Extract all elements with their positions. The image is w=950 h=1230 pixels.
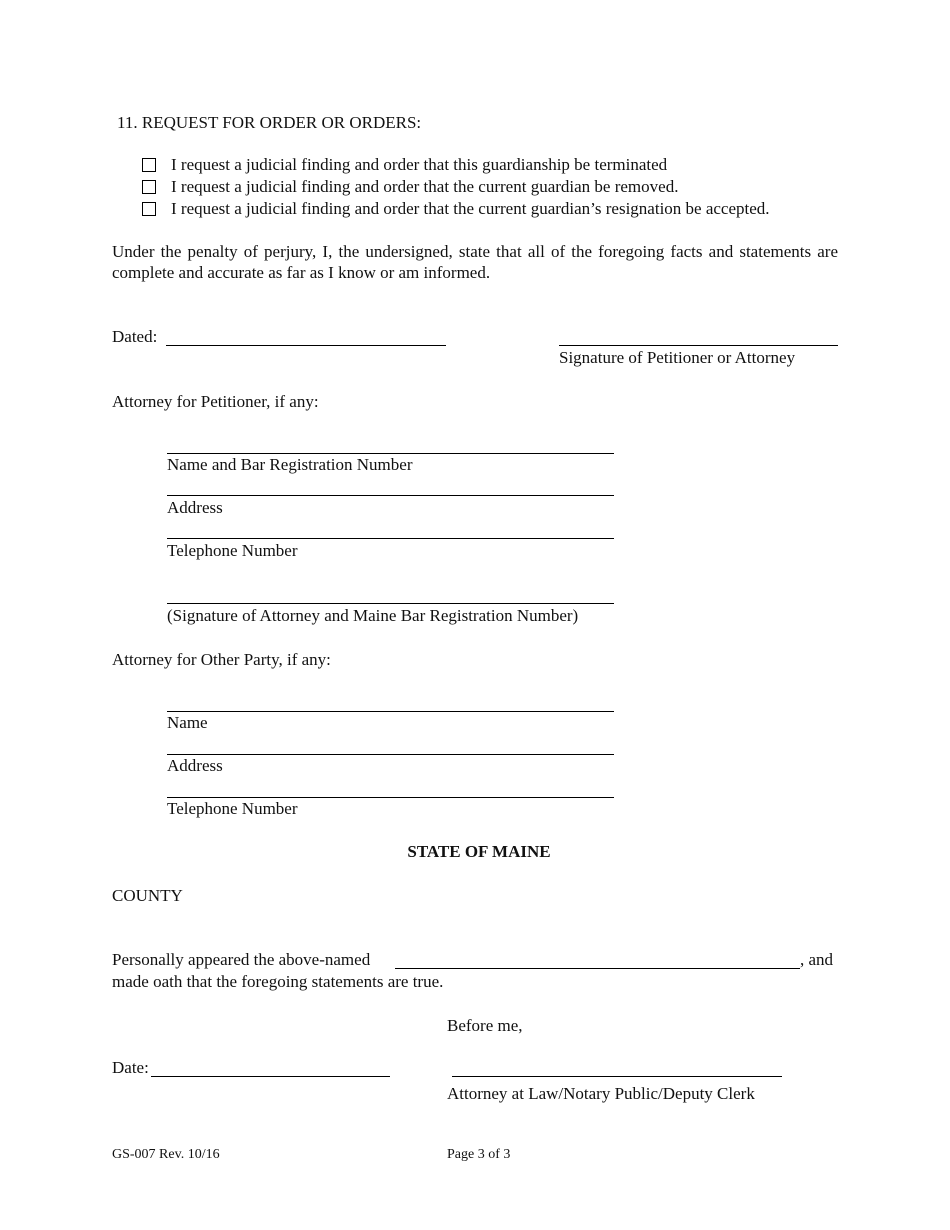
option-remove-label: I request a judicial finding and order that the current guardian be removed. xyxy=(171,177,679,196)
attorney-signature-label: (Signature of Attorney and Maine Bar Registration Number) xyxy=(167,606,579,625)
date-field[interactable] xyxy=(151,1076,390,1077)
terminate-checkbox[interactable] xyxy=(142,158,156,172)
name-bar-label: Name and Bar Registration Number xyxy=(167,455,413,474)
other-address-label: Address xyxy=(167,756,223,775)
other-name-label: Name xyxy=(167,713,208,732)
dated-field[interactable] xyxy=(166,345,446,346)
notary-signature-field[interactable] xyxy=(452,1076,782,1077)
petitioner-attorney-phone-field[interactable] xyxy=(167,538,614,539)
other-attorney-address-field[interactable] xyxy=(167,754,614,755)
oath-prefix: Personally appeared the above-named xyxy=(112,950,371,969)
attorney-petitioner-heading: Attorney for Petitioner, if any: xyxy=(112,392,319,411)
option-resignation-label: I request a judicial finding and order that the current guardian’s resignation be accepted. xyxy=(171,199,770,218)
petitioner-attorney-address-field[interactable] xyxy=(167,495,614,496)
telephone-label: Telephone Number xyxy=(167,541,298,560)
notary-label: Attorney at Law/Notary Public/Deputy Clerk xyxy=(447,1084,755,1103)
petitioner-signature-field[interactable] xyxy=(559,345,838,346)
state-heading: STATE OF MAINE xyxy=(407,842,551,861)
form-id: GS-007 Rev. 10/16 xyxy=(112,1147,220,1162)
dated-label: Dated: xyxy=(112,327,158,346)
county-label: COUNTY xyxy=(112,886,183,905)
option-terminate-label: I request a judicial finding and order that this guardianship be terminated xyxy=(171,155,668,174)
date-label: Date: xyxy=(112,1058,149,1077)
resignation-checkbox[interactable] xyxy=(142,202,156,216)
perjury-statement: Under the penalty of perjury, I, the undersigned, state that all of the foregoing facts and statements are complete and accurate as far as I know or am informed. xyxy=(112,242,838,282)
attorney-signature-field[interactable] xyxy=(167,603,614,604)
address-label: Address xyxy=(167,498,223,517)
appeared-name-field[interactable] xyxy=(395,968,800,969)
other-attorney-name-field[interactable] xyxy=(167,711,614,712)
other-telephone-label: Telephone Number xyxy=(167,799,298,818)
before-me: Before me, xyxy=(447,1016,523,1035)
other-attorney-phone-field[interactable] xyxy=(167,797,614,798)
oath-suffix: , and xyxy=(800,950,834,969)
remove-guardian-checkbox[interactable] xyxy=(142,180,156,194)
signature-label: Signature of Petitioner or Attorney xyxy=(559,348,796,367)
attorney-other-heading: Attorney for Other Party, if any: xyxy=(112,650,331,669)
section-heading: 11. REQUEST FOR ORDER OR ORDERS: xyxy=(117,113,422,132)
oath-line2: made oath that the foregoing statements are true. xyxy=(112,972,444,991)
page-number: Page 3 of 3 xyxy=(447,1147,511,1162)
petitioner-attorney-name-field[interactable] xyxy=(167,453,614,454)
